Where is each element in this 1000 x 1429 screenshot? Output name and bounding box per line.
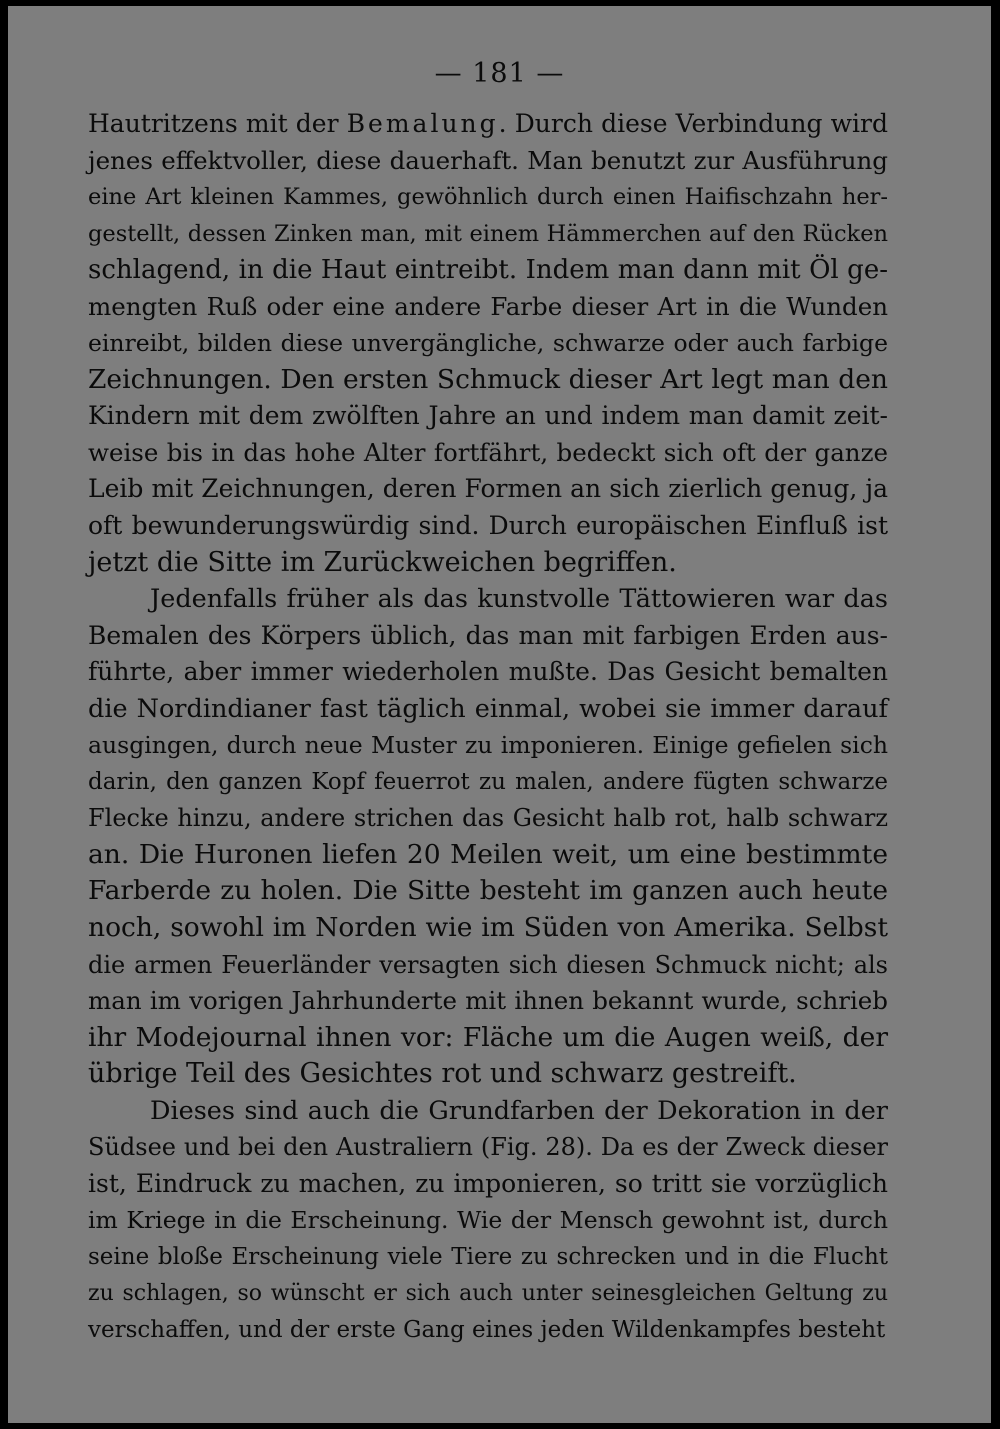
paragraph [88, 106, 888, 581]
text-segment: jenes effektvoller, diese dauerhaft. Man benutzt zur Ausführung [88, 145, 888, 175]
text-line [88, 362, 888, 399]
text-segment: die Nordindianer fast täglich einmal, wobei sie immer darauf [88, 693, 888, 724]
text-line [88, 508, 888, 545]
text-segment: gestellt, dessen Zinken man, mit einem Hämmerchen auf den Rücken [88, 220, 888, 247]
text-segment: im Kriege in die Erscheinung. Wie der Mensch gewohnt ist, durch [88, 1206, 888, 1235]
page-number-value: 181 [472, 58, 527, 89]
paragraph [88, 581, 888, 1093]
body-text [88, 106, 888, 1349]
text-segment: noch, sowohl im Norden wie im Süden von Amerika. Selbst [88, 912, 888, 944]
text-line [88, 764, 888, 801]
text-line [88, 1020, 888, 1057]
text-segment: jetzt die Sitte im Zurückweichen begriffen. [88, 546, 677, 578]
text-segment: Farberde zu holen. Die Sitte besteht im ganzen auch heute [88, 875, 888, 907]
text-segment: führte, aber immer wiederholen mußte. Das Gesicht bemalten [88, 657, 888, 687]
text-segment: ausgingen, durch neue Muster zu imponieren. Einige gefielen sich [88, 731, 888, 760]
text-line [88, 1312, 888, 1349]
text-segment: Leib mit Zeichnungen, deren Formen an sich zierlich genug, ja [88, 474, 888, 504]
text-segment: Jedenfalls früher als das kunstvolle Tättowieren war das [150, 584, 888, 615]
text-segment: übrige Teil des Gesichtes rot und schwarz gestreift. [88, 1058, 797, 1090]
text-line [88, 1056, 888, 1093]
text-segment: Kindern mit dem zwölften Jahre an und indem man damit zeit- [88, 401, 888, 431]
text-segment: seine bloße Erscheinung viele Tiere zu schrecken und in die Flucht [88, 1243, 888, 1270]
text-line [88, 1129, 888, 1166]
text-line [88, 947, 888, 984]
text-line [88, 1276, 888, 1313]
text-segment: zu schlagen, so wünscht er sich auch unter seinesgleichen Geltung zu [88, 1280, 888, 1306]
text-line [88, 837, 888, 874]
text-segment: an. Die Huronen liefen 20 Meilen weit, um eine bestimmte [88, 838, 888, 870]
text-line [88, 216, 888, 253]
text-segment: man im vorigen Jahrhunderte mit ihnen bekannt wurde, schrieb [88, 986, 888, 1016]
text-line [88, 581, 888, 618]
text-segment: eine Art kleinen Kammes, gewöhnlich durch einen Haifischzahn her- [88, 184, 888, 211]
text-line [88, 1239, 888, 1276]
text-line [88, 654, 888, 691]
text-segment: Zeichnungen. Den ersten Schmuck dieser Art legt man den [88, 363, 888, 395]
text-line [88, 435, 888, 472]
text-line [88, 910, 888, 947]
text-segment: ist, Eindruck zu machen, zu imponieren, so tritt sie vorzüglich [88, 1168, 888, 1198]
text-line [88, 1093, 888, 1130]
text-segment: schlagend, in die Haut eintreibt. Indem man dann mit Öl ge- [88, 255, 888, 286]
text-line [88, 800, 888, 837]
text-segment: mengten Ruß oder eine andere Farbe dieser Art in die Wunden [88, 291, 888, 321]
text-line [88, 179, 888, 216]
text-line [88, 471, 888, 508]
text-segment: ihr Modejournal ihnen vor: Fläche um die Augen weiß, der [88, 1021, 888, 1053]
book-page [8, 6, 991, 1423]
text-line [88, 143, 888, 180]
text-line [88, 106, 888, 143]
text-segment: Bemalen des Körpers üblich, das man mit farbigen Erden aus- [88, 620, 888, 650]
text-segment: darin, den ganzen Kopf feuerrot zu malen, andere fügten schwarze [88, 768, 888, 795]
text-line [88, 691, 888, 728]
text-line [88, 325, 888, 362]
page-number: — 181 — [434, 58, 565, 89]
text-segment: oft bewunderungswürdig sind. Durch europäischen Einfluß ist [88, 511, 888, 541]
text-segment: die armen Feuerländer versagten sich diesen Schmuck nicht; als [88, 950, 888, 979]
text-segment: Südsee und bei den Australiern (Fig. 28). Da es der Zweck dieser [88, 1133, 888, 1162]
text-segment: Dieses sind auch die Grundfarben der Dekoration in der [150, 1095, 888, 1126]
text-line [88, 618, 888, 655]
text-line [88, 252, 888, 289]
text-line [88, 545, 888, 582]
text-line [88, 289, 888, 326]
text-segment: einreibt, bilden diese unvergängliche, schwarze oder auch farbige [88, 329, 888, 358]
text-segment: Hautritzens mit der [88, 109, 347, 138]
emphasized-text: Bemalung [346, 109, 499, 138]
text-segment: verschaffen, und der erste Gang eines jeden Wildenkampfes besteht [88, 1317, 886, 1344]
text-line [88, 398, 888, 435]
text-line [88, 1202, 888, 1239]
text-segment: Flecke hinzu, andere strichen das Gesicht halb rot, halb schwarz [88, 804, 888, 833]
text-line [88, 983, 888, 1020]
text-line [88, 727, 888, 764]
text-line [88, 873, 888, 910]
text-segment: weise bis in das hohe Alter fortfährt, bedeckt sich oft der ganze [88, 437, 888, 467]
paragraph [88, 1093, 888, 1349]
text-segment: . Durch diese Verbindung wird [498, 109, 888, 138]
text-line [88, 1166, 888, 1203]
